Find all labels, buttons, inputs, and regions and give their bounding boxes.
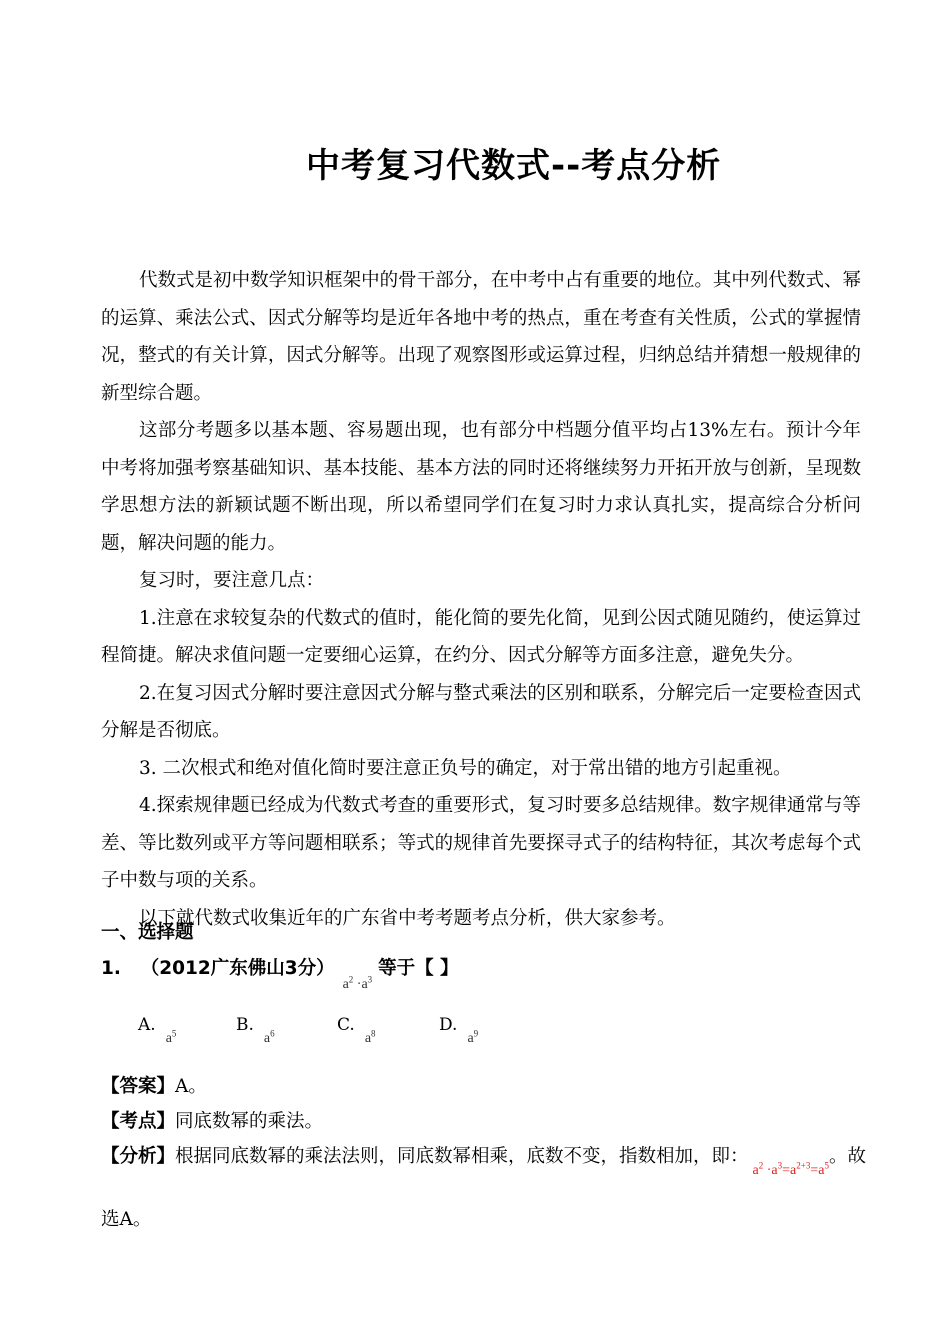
question-number: 1. [101, 958, 121, 979]
point-text: 同底数幂的乘法。 [175, 1111, 324, 1132]
intro-paragraph-7: 4.探索规律题已经成为代数式考查的重要形式，复习时要多总结规律。数字规律通常与等差、等比数列或平方等问题相联系；等式的规律首先要探寻式子的结构特征，其次考虑每个式子中数与项的关系。 [101, 795, 861, 891]
answer-text: A。 [175, 1076, 207, 1097]
analysis-tag: 【分析】 [101, 1146, 176, 1167]
option-b: $B._{a^6}$ [236, 1015, 275, 1046]
answer-tag: 【答案】 [101, 1076, 176, 1097]
page-title: 中考复习代数式--考点分析 [306, 146, 722, 186]
point-tag: 【考点】 [101, 1111, 176, 1132]
intro-paragraph-3: 复习时，要注意几点： [139, 570, 325, 591]
question-bracket: 等于【 】 [378, 958, 459, 979]
intro-paragraph-8: 以下就代数式收集近年的广东省中考考题考点分析，供大家参考。 [139, 907, 676, 929]
conclusion-line: 选A。 [101, 1209, 152, 1230]
intro-paragraph-2: 这部分考题多以基本题、容易题出现，也有部分中档题分值平均占13%左右。预计今年中考将加强考察基础知识、基本技能、基本方法的同时还将继续努力开拓开放与创新，呈现数学思想方法的新颖试题不断出现，所以希望同学们在复习时力求认真扎实，提高综合分析问题，解决问题的能力。 [101, 420, 861, 554]
intro-paragraph-6: 3. 二次根式和绝对值化简时要注意正负号的确定，对于常出错的地方引起重视。 [139, 757, 792, 779]
analysis-formula: a2 ·a3=a2+3=a5 [752, 1160, 829, 1178]
analysis-text: 根据同底数幂的乘法法则，同底数幂相乘，底数不变，指数相加，即： [175, 1146, 749, 1167]
analysis-end: 。故 [828, 1146, 866, 1167]
point-line [101, 1107, 323, 1133]
intro-paragraph-5: 2.在复习因式分解时要注意因式分解与整式乘法的区别和联系，分解完后一定要检查因式分解是否彻底。 [101, 682, 861, 741]
question-source: （2012广东佛山3分） [140, 958, 335, 979]
intro-paragraph-4: 1.注意在求较复杂的代数式的值时，能化简的要先化简，见到公因式随见随约，使运算过程简捷。解决求值问题一定要细心运算，在约分、因式分解等方面多注意，避免失分。 [101, 607, 861, 666]
intro-paragraphs [101, 262, 861, 937]
intro-paragraph-1: 代数式是初中数学知识框架中的骨干部分，在中考中占有重要的地位。其中列代数式、幂的运算、乘法公式、因式分解等均是近年各地中考的热点，重在考查有关性质，公式的掌握情况，整式的有关计算，因式分解等。出现了观察图形或运算过程，归纳总结并猜想一般规律的新型综合题。 [101, 270, 861, 404]
option-a: $A._{a^5}$ [138, 1015, 177, 1046]
answer-line [101, 1072, 207, 1098]
section-heading: 一、选择题 [101, 922, 194, 943]
option-d: $D._{a^9}$ [439, 1015, 479, 1046]
question-expression: a2 ·a3 [342, 974, 373, 992]
option-c: $C._{a^8}$ [337, 1015, 376, 1046]
